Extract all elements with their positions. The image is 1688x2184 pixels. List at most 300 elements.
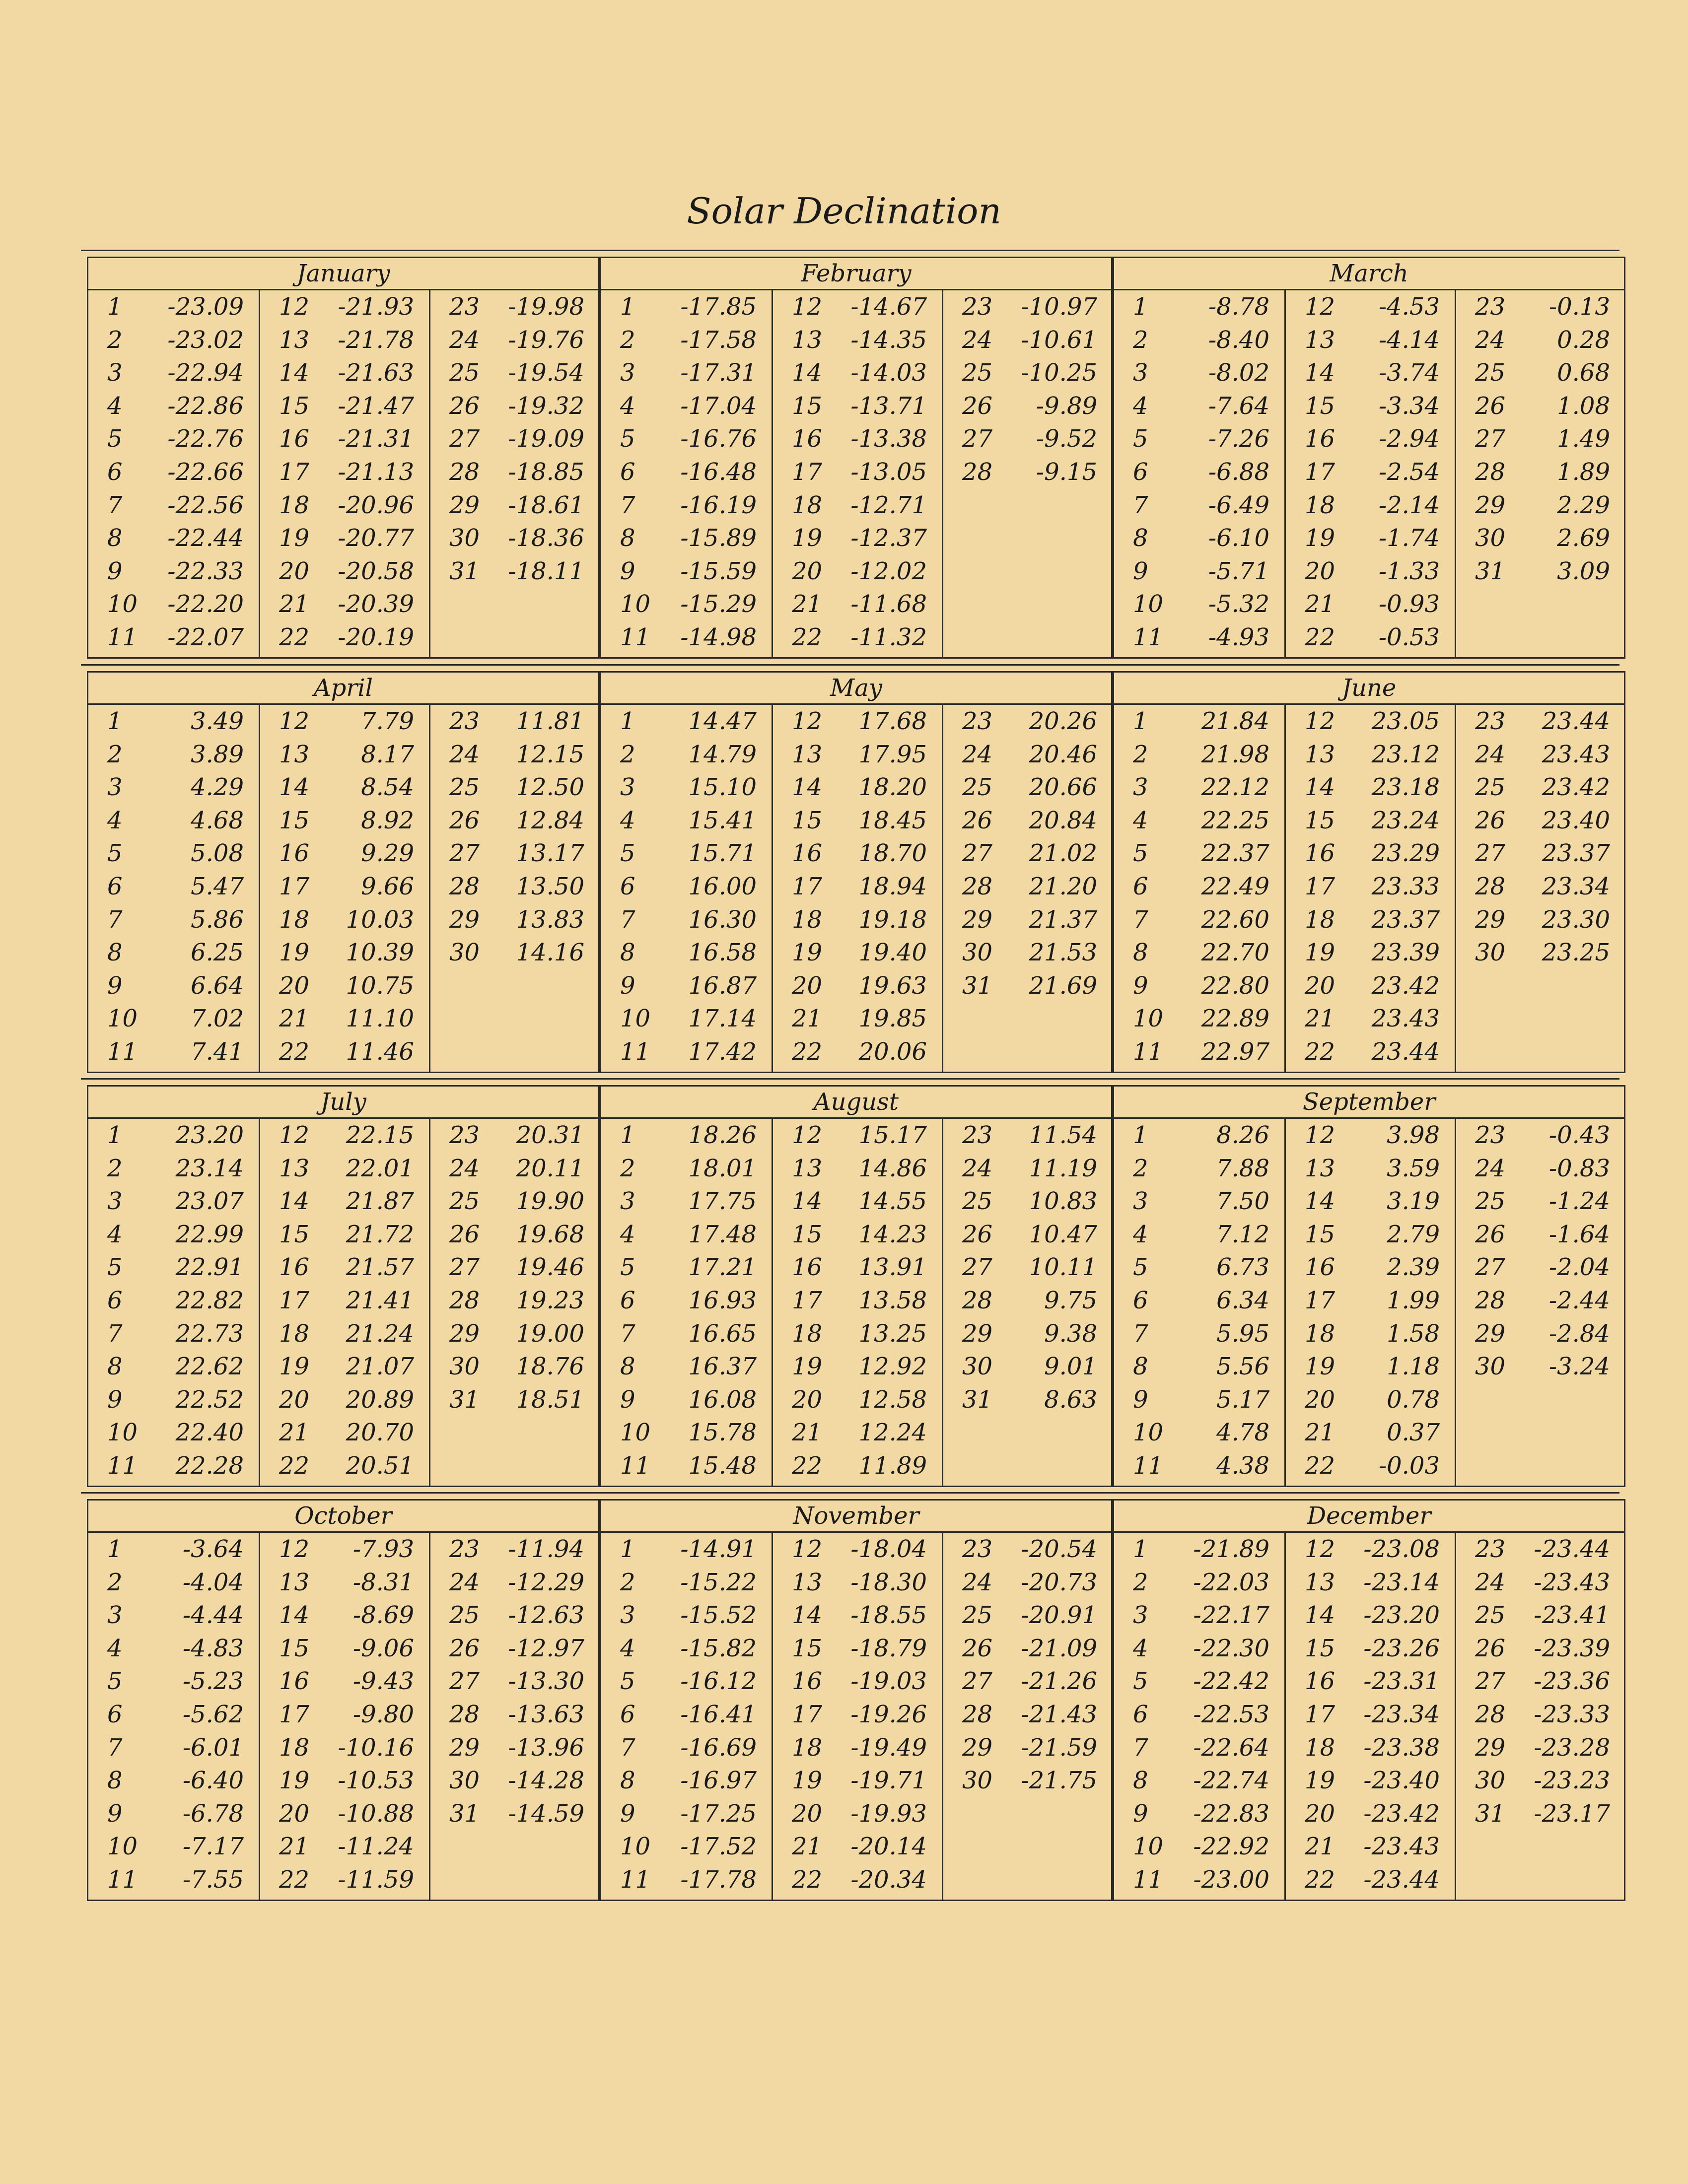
- declination-value: 21.98: [1201, 740, 1269, 768]
- declination-value: 19.68: [516, 1220, 584, 1248]
- declination-value: -19.26: [850, 1700, 927, 1728]
- day-number: 25: [962, 359, 993, 387]
- declination-value: -18.30: [850, 1568, 927, 1596]
- declination-value: -2.54: [1378, 458, 1440, 486]
- day-number: 9: [620, 1799, 635, 1828]
- declination-value: -13.30: [508, 1667, 584, 1696]
- table-row: [1114, 290, 1284, 324]
- day-number: 9: [1133, 1385, 1148, 1414]
- table-row: [1286, 1317, 1455, 1351]
- table-row: [88, 1350, 259, 1383]
- day-number: 20: [792, 1799, 823, 1828]
- day-column: [429, 705, 599, 1072]
- day-number: 16: [792, 839, 823, 868]
- day-number: 2: [107, 1154, 123, 1182]
- month-header: September: [1114, 1087, 1624, 1119]
- day-column: [259, 1119, 429, 1486]
- table-row: [1286, 738, 1455, 771]
- day-number: 22: [792, 1865, 823, 1894]
- table-row: [601, 324, 772, 357]
- month-header: February: [601, 258, 1111, 290]
- declination-value: -13.96: [508, 1733, 584, 1762]
- day-number: 2: [1133, 326, 1148, 354]
- table-row: [601, 290, 772, 324]
- day-number: 18: [792, 491, 823, 519]
- day-number: 4: [1133, 1220, 1148, 1248]
- table-row: [430, 1599, 599, 1632]
- declination-value: -0.03: [1378, 1451, 1440, 1480]
- declination-value: 7.02: [191, 1005, 244, 1033]
- day-number: 30: [1475, 1767, 1506, 1795]
- declination-value: -12.02: [850, 557, 927, 585]
- table-row: [1114, 1284, 1284, 1317]
- day-column: [259, 1533, 429, 1900]
- day-number: 19: [792, 1767, 823, 1795]
- declination-value: -18.55: [850, 1601, 927, 1630]
- declination-value: 16.00: [688, 872, 757, 900]
- declination-value: 17.21: [688, 1253, 757, 1282]
- table-row: [260, 1764, 429, 1797]
- declination-value: -16.97: [680, 1767, 757, 1795]
- table-row: [88, 1383, 259, 1417]
- day-number: 3: [620, 359, 635, 387]
- day-number: 8: [107, 939, 123, 967]
- declination-value: -23.39: [1534, 1634, 1610, 1662]
- day-number: 10: [1133, 1833, 1164, 1861]
- day-number: 8: [1133, 939, 1148, 967]
- declination-value: -17.25: [680, 1799, 757, 1828]
- day-number: 20: [1305, 1385, 1336, 1414]
- day-number: 10: [620, 590, 651, 618]
- declination-value: -21.13: [338, 458, 414, 486]
- table-row: [1286, 555, 1455, 588]
- day-number: 19: [792, 939, 823, 967]
- day-number: 17: [1305, 872, 1336, 900]
- day-number: 28: [962, 1286, 993, 1314]
- declination-value: 20.06: [858, 1037, 927, 1066]
- table-row: [773, 456, 942, 489]
- declination-value: -8.78: [1208, 293, 1269, 321]
- day-number: 17: [1305, 1700, 1336, 1728]
- day-number: 21: [792, 590, 823, 618]
- day-number: 3: [1133, 1601, 1148, 1630]
- table-row: [1456, 738, 1625, 771]
- day-number: 2: [107, 326, 123, 354]
- table-row: [773, 489, 942, 522]
- day-number: 12: [279, 293, 310, 321]
- table-row: [88, 1218, 259, 1251]
- table-row: [260, 870, 429, 903]
- declination-value: 7.79: [361, 707, 414, 735]
- declination-value: -7.55: [182, 1865, 244, 1894]
- declination-value: 22.80: [1201, 971, 1269, 1000]
- day-number: 13: [792, 326, 823, 354]
- declination-value: 22.99: [175, 1220, 244, 1248]
- day-number: 8: [1133, 1767, 1148, 1795]
- day-number: 5: [620, 839, 635, 868]
- table-row: [430, 903, 599, 937]
- day-number: 21: [792, 1833, 823, 1861]
- declination-value: -10.53: [338, 1767, 414, 1795]
- day-number: 1: [620, 707, 635, 735]
- day-number: 2: [107, 740, 123, 768]
- day-column: [1455, 290, 1625, 657]
- table-row: [773, 1317, 942, 1351]
- declination-value: -20.73: [1021, 1568, 1097, 1596]
- table-row: [1114, 1119, 1284, 1152]
- declination-value: -2.04: [1548, 1253, 1610, 1282]
- day-number: 20: [792, 1385, 823, 1414]
- declination-value: 10.83: [1029, 1187, 1097, 1216]
- day-number: 5: [620, 425, 635, 453]
- day-number: 12: [792, 1121, 823, 1149]
- declination-value: 9.01: [1044, 1353, 1097, 1381]
- day-number: 13: [279, 1568, 310, 1596]
- day-number: 4: [620, 392, 635, 420]
- table-row: [601, 1665, 772, 1698]
- day-number: 7: [1133, 1733, 1148, 1762]
- declination-value: 11.10: [346, 1005, 414, 1033]
- table-row: [601, 1566, 772, 1599]
- day-number: 18: [792, 1733, 823, 1762]
- day-number: 15: [1305, 806, 1336, 834]
- day-number: 30: [449, 939, 480, 967]
- declination-value: 1.18: [1387, 1353, 1440, 1381]
- day-number: 10: [620, 1419, 651, 1447]
- table-row: [1456, 1284, 1625, 1317]
- table-row: [260, 1002, 429, 1035]
- table-row: [773, 1797, 942, 1831]
- table-row: [943, 1764, 1112, 1797]
- day-number: 27: [962, 425, 993, 453]
- day-number: 19: [1305, 939, 1336, 967]
- declination-value: -14.67: [850, 293, 927, 321]
- declination-value: -17.31: [680, 359, 757, 387]
- declination-value: 5.95: [1216, 1319, 1269, 1348]
- declination-value: -21.75: [1021, 1767, 1097, 1795]
- table-row: [601, 771, 772, 804]
- day-number: 22: [1305, 1037, 1336, 1066]
- table-row: [260, 456, 429, 489]
- table-row: [260, 1566, 429, 1599]
- day-number: 11: [620, 623, 651, 651]
- declination-value: -21.63: [338, 359, 414, 387]
- table-row: [430, 1383, 599, 1417]
- table-row: [943, 1383, 1112, 1417]
- declination-value: 2.29: [1557, 491, 1610, 519]
- declination-value: 14.86: [858, 1154, 927, 1182]
- table-row: [430, 422, 599, 456]
- table-row: [601, 489, 772, 522]
- table-row: [88, 621, 259, 654]
- table-row: [260, 290, 429, 324]
- declination-value: -3.74: [1378, 359, 1440, 387]
- day-number: 6: [107, 872, 123, 900]
- day-number: 1: [1133, 293, 1148, 321]
- declination-value: 12.15: [516, 740, 584, 768]
- table-row: [1456, 489, 1625, 522]
- table-row: [1286, 1383, 1455, 1417]
- declination-value: 22.01: [346, 1154, 414, 1182]
- day-number: 22: [792, 1451, 823, 1480]
- day-number: 6: [620, 1286, 635, 1314]
- declination-value: 3.59: [1387, 1154, 1440, 1182]
- declination-value: 18.94: [858, 872, 927, 900]
- day-number: 28: [449, 458, 480, 486]
- declination-value: 7.41: [191, 1037, 244, 1066]
- table-row: [1456, 1350, 1625, 1383]
- day-number: 3: [620, 1187, 635, 1216]
- day-number: 27: [962, 839, 993, 868]
- table-row: [260, 1830, 429, 1863]
- table-row: [601, 1383, 772, 1417]
- day-number: 23: [449, 293, 480, 321]
- table-row: [1456, 804, 1625, 837]
- table-row: [430, 936, 599, 969]
- table-row: [1456, 290, 1625, 324]
- day-number: 2: [1133, 1568, 1148, 1596]
- day-number: 11: [1133, 1865, 1164, 1894]
- table-row: [1286, 1284, 1455, 1317]
- day-number: 11: [1133, 623, 1164, 651]
- table-row: [260, 936, 429, 969]
- table-row: [601, 936, 772, 969]
- table-row: [1286, 870, 1455, 903]
- table-row: [1456, 936, 1625, 969]
- declination-value: 22.62: [175, 1353, 244, 1381]
- table-row: [943, 738, 1112, 771]
- declination-value: -11.94: [508, 1535, 584, 1563]
- month-table-august: [600, 1085, 1113, 1487]
- day-number: 8: [620, 1353, 635, 1381]
- declination-value: -12.29: [508, 1568, 584, 1596]
- day-number: 16: [1305, 1253, 1336, 1282]
- day-number: 24: [962, 1568, 993, 1596]
- day-number: 9: [1133, 971, 1148, 1000]
- declination-value: -16.12: [680, 1667, 757, 1696]
- day-number: 30: [449, 1353, 480, 1381]
- declination-value: 15.78: [688, 1419, 757, 1447]
- day-number: 6: [620, 1700, 635, 1728]
- day-number: 30: [962, 1767, 993, 1795]
- day-number: 29: [449, 491, 480, 519]
- day-number: 8: [620, 524, 635, 552]
- declination-value: -19.54: [508, 359, 584, 387]
- declination-value: 22.70: [1201, 939, 1269, 967]
- day-number: 11: [1133, 1451, 1164, 1480]
- day-number: 23: [1475, 293, 1506, 321]
- day-column: [429, 290, 599, 657]
- table-row: [260, 1599, 429, 1632]
- declination-value: 9.38: [1044, 1319, 1097, 1348]
- table-row: [601, 1416, 772, 1449]
- table-row: [430, 1218, 599, 1251]
- declination-value: -7.17: [182, 1833, 244, 1861]
- declination-value: -20.54: [1021, 1535, 1097, 1563]
- table-row: [601, 1764, 772, 1797]
- declination-value: -18.11: [508, 557, 584, 585]
- table-row: [1286, 356, 1455, 390]
- day-number: 21: [1305, 590, 1336, 618]
- table-row: [1114, 324, 1284, 357]
- declination-value: -14.59: [508, 1799, 584, 1828]
- page-title: Solar Declination: [687, 190, 1001, 232]
- day-number: 18: [1305, 905, 1336, 934]
- table-row: [430, 1119, 599, 1152]
- table-row: [1114, 1863, 1284, 1897]
- declination-value: -17.52: [680, 1833, 757, 1861]
- day-column: [259, 705, 429, 1072]
- day-column: [1284, 290, 1455, 657]
- declination-value: 5.08: [191, 839, 244, 868]
- day-number: 17: [792, 872, 823, 900]
- day-number: 31: [1475, 557, 1506, 585]
- day-number: 27: [1475, 425, 1506, 453]
- table-row: [88, 1284, 259, 1317]
- day-number: 17: [1305, 458, 1336, 486]
- day-number: 12: [1305, 1121, 1336, 1149]
- day-column: [772, 290, 942, 657]
- declination-value: -23.43: [1534, 1568, 1610, 1596]
- table-row: [1456, 1533, 1625, 1566]
- declination-value: -21.09: [1021, 1634, 1097, 1662]
- day-number: 16: [1305, 839, 1336, 868]
- declination-value: 23.44: [1371, 1037, 1440, 1066]
- table-row: [943, 324, 1112, 357]
- day-number: 1: [107, 1121, 123, 1149]
- table-row: [88, 1830, 259, 1863]
- declination-value: -11.59: [338, 1865, 414, 1894]
- declination-value: 17.75: [688, 1187, 757, 1216]
- table-row: [773, 390, 942, 423]
- day-number: 12: [792, 293, 823, 321]
- declination-value: -20.77: [338, 524, 414, 552]
- table-row: [260, 1350, 429, 1383]
- declination-value: 22.89: [1201, 1005, 1269, 1033]
- declination-value: 18.20: [858, 773, 927, 802]
- day-number: 30: [962, 1353, 993, 1381]
- table-row: [773, 705, 942, 738]
- day-number: 25: [1475, 359, 1506, 387]
- declination-value: -15.52: [680, 1601, 757, 1630]
- table-row: [88, 1152, 259, 1185]
- table-row: [430, 1797, 599, 1831]
- declination-value: 20.46: [1029, 740, 1097, 768]
- declination-value: 11.81: [516, 707, 584, 735]
- table-row: [260, 1383, 429, 1417]
- day-number: 1: [620, 1535, 635, 1563]
- table-row: [430, 522, 599, 555]
- declination-value: -18.79: [850, 1634, 927, 1662]
- day-number: 21: [1305, 1005, 1336, 1033]
- day-number: 14: [279, 773, 310, 802]
- month-header: December: [1114, 1501, 1624, 1533]
- day-number: 15: [792, 392, 823, 420]
- day-number: 1: [620, 1121, 635, 1149]
- month-table-april: [87, 671, 600, 1073]
- declination-value: -9.15: [1036, 458, 1097, 486]
- table-row: [430, 1350, 599, 1383]
- declination-value: 20.84: [1029, 806, 1097, 834]
- table-row: [773, 837, 942, 870]
- table-row: [1114, 456, 1284, 489]
- table-row: [1286, 705, 1455, 738]
- declination-value: -21.78: [338, 326, 414, 354]
- declination-value: -6.01: [182, 1733, 244, 1762]
- day-number: 13: [1305, 1154, 1336, 1182]
- declination-value: 22.97: [1201, 1037, 1269, 1066]
- table-row: [1456, 422, 1625, 456]
- day-number: 28: [1475, 1286, 1506, 1314]
- day-number: 9: [1133, 557, 1148, 585]
- day-column: [601, 1119, 772, 1486]
- declination-value: -21.89: [1193, 1535, 1269, 1563]
- day-number: 11: [107, 1037, 138, 1066]
- day-number: 16: [279, 839, 310, 868]
- table-row: [1114, 1698, 1284, 1731]
- declination-value: 3.19: [1387, 1187, 1440, 1216]
- month-header: July: [88, 1087, 598, 1119]
- table-row: [260, 1317, 429, 1351]
- declination-value: -4.44: [182, 1601, 244, 1630]
- month-header: August: [601, 1087, 1111, 1119]
- table-row: [1286, 1251, 1455, 1284]
- declination-value: -13.71: [850, 392, 927, 420]
- table-row: [88, 1566, 259, 1599]
- table-row: [601, 903, 772, 937]
- table-row: [773, 1383, 942, 1417]
- day-number: 24: [449, 326, 480, 354]
- declination-value: -19.98: [508, 293, 584, 321]
- declination-value: -14.35: [850, 326, 927, 354]
- day-number: 6: [620, 872, 635, 900]
- table-row: [943, 1317, 1112, 1351]
- day-number: 23: [962, 293, 993, 321]
- table-row: [943, 1533, 1112, 1566]
- day-number: 3: [107, 773, 123, 802]
- declination-value: 13.50: [516, 872, 584, 900]
- day-number: 29: [449, 1319, 480, 1348]
- declination-value: -15.22: [680, 1568, 757, 1596]
- day-number: 6: [107, 458, 123, 486]
- table-row: [601, 1830, 772, 1863]
- table-row: [1286, 1218, 1455, 1251]
- declination-value: -3.64: [182, 1535, 244, 1563]
- table-row: [260, 621, 429, 654]
- declination-value: 0.78: [1387, 1385, 1440, 1414]
- day-number: 3: [107, 359, 123, 387]
- day-number: 7: [107, 1733, 123, 1762]
- day-number: 1: [1133, 1535, 1148, 1563]
- day-number: 26: [1475, 806, 1506, 834]
- table-row: [430, 1566, 599, 1599]
- declination-value: 21.37: [1029, 905, 1097, 934]
- table-row: [601, 705, 772, 738]
- day-number: 27: [449, 1667, 480, 1696]
- table-row: [773, 1350, 942, 1383]
- table-row: [1456, 1797, 1625, 1831]
- declination-value: -21.43: [1021, 1700, 1097, 1728]
- table-row: [1456, 837, 1625, 870]
- declination-value: -20.34: [850, 1865, 927, 1894]
- day-number: 23: [449, 707, 480, 735]
- day-number: 25: [1475, 1187, 1506, 1216]
- table-row: [1114, 1533, 1284, 1566]
- table-row: [1114, 1632, 1284, 1665]
- day-number: 24: [1475, 1568, 1506, 1596]
- day-number: 11: [107, 1451, 138, 1480]
- table-row: [943, 870, 1112, 903]
